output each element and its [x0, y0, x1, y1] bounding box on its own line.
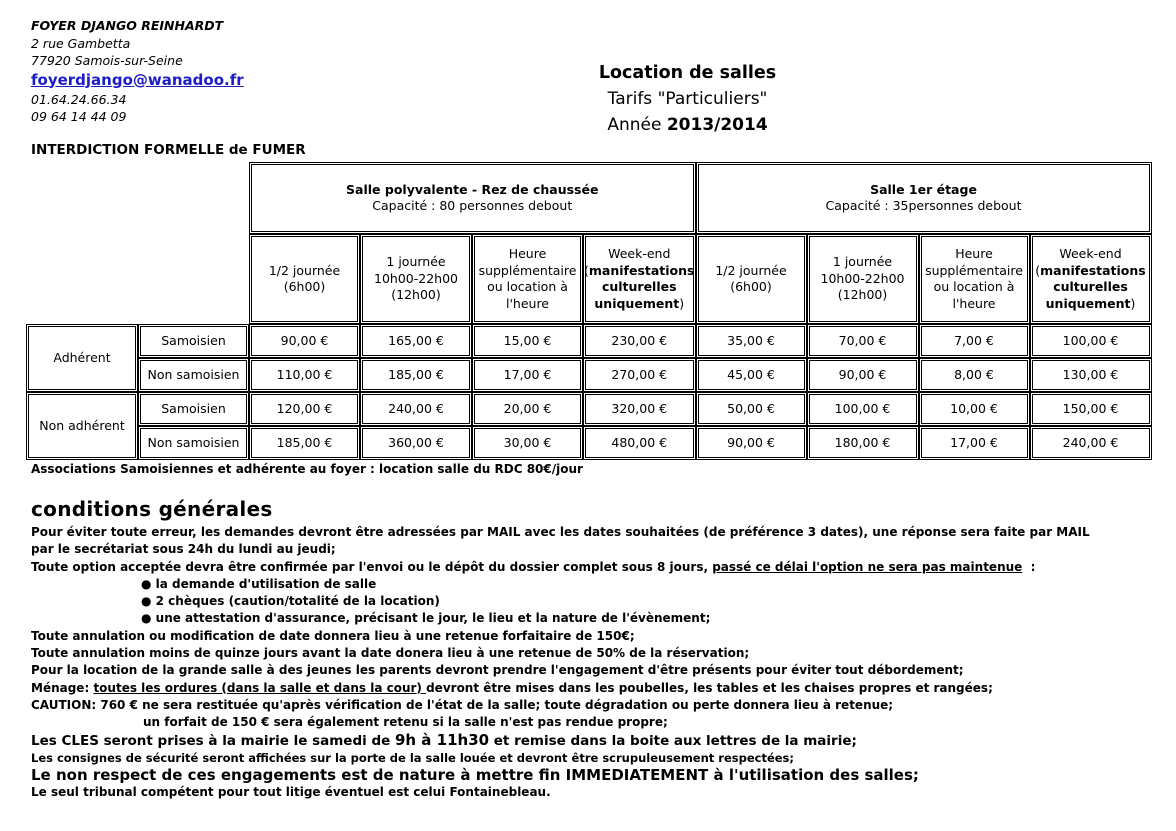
document-year-line — [560, 112, 815, 138]
residency-label: Non samoisien — [138, 358, 249, 392]
col-full-day: 1 journée 10h00-22h00 (12h00) — [360, 234, 472, 324]
organization-block — [31, 17, 244, 126]
condition-line: Pour la location de la grande salle à des jeunes les parents devront prendre l'engagement d'être présents pour éviter tout débordement; — [31, 663, 964, 678]
price-cell: 17,00 € — [919, 426, 1030, 460]
condition-bullet: ● 2 chèques (caution/totalité de la location) — [141, 594, 440, 609]
residency-label: Samoisien — [138, 392, 249, 426]
price-cell: 30,00 € — [472, 426, 583, 460]
col-extra-hour: Heure supplémentaire ou location à l'heure — [472, 234, 583, 324]
document-title: Location de salles — [598, 63, 777, 83]
condition-line: Ménage: toutes les ordures (dans la salle et dans la cour) devront être mises dans les poubelles, les tables et les chaises propres et rangées; — [31, 680, 993, 695]
year-value: 2013/2014 — [666, 115, 768, 135]
price-cell: 230,00 € — [583, 324, 696, 358]
price-cell: 110,00 € — [249, 358, 360, 392]
empty-corner — [26, 162, 249, 234]
email-link[interactable]: foyerdjango@wanadoo.fr — [31, 70, 244, 89]
price-cell: 120,00 € — [249, 392, 360, 426]
condition-line: Pour éviter toute erreur, les demandes devront être adressées par MAIL avec les dates souhaitées (de préférence 3 dates), une réponse sera faite par MAIL — [31, 525, 1090, 539]
price-cell: 17,00 € — [472, 358, 583, 392]
price-cell: 90,00 € — [696, 426, 807, 460]
member-group-label: Adhérent — [26, 324, 138, 392]
price-cell: 100,00 € — [807, 392, 919, 426]
document-subtitle: Tarifs "Particuliers" — [607, 89, 768, 109]
price-cell: 45,00 € — [696, 358, 807, 392]
hall-capacity-ground: Capacité : 80 personnes debout — [372, 198, 573, 213]
condition-line: Toute annulation moins de quinze jours avant la date donera lieu à une retenue de 50% de la réservation; — [31, 646, 750, 661]
price-cell: 90,00 € — [807, 358, 919, 392]
price-cell: 185,00 € — [249, 426, 360, 460]
condition-line: Le non respect de ces engagements est de nature à mettre fin IMMEDIATEMENT à l'utilisation des salles; — [31, 766, 919, 785]
price-cell: 8,00 € — [919, 358, 1030, 392]
price-cell: 180,00 € — [807, 426, 919, 460]
document-titles — [560, 60, 815, 138]
residency-label: Samoisien — [138, 324, 249, 358]
price-cell: 130,00 € — [1030, 358, 1152, 392]
price-cell: 270,00 € — [583, 358, 696, 392]
tariff-table — [26, 162, 1152, 460]
price-cell: 15,00 € — [472, 324, 583, 358]
condition-bullet: ● la demande d'utilisation de salle — [141, 576, 377, 591]
price-cell: 35,00 € — [696, 324, 807, 358]
condition-line: Les CLES seront prises à la mairie le samedi de 9h à 11h30 et remise dans la boite aux lettres de la mairie; — [31, 730, 857, 749]
price-cell: 50,00 € — [696, 392, 807, 426]
price-row — [26, 324, 1152, 358]
condition-line: Les consignes de sécurité seront affichées sur la porte de la salle louée et devront être scrupuleusement respectées; — [31, 750, 795, 765]
price-cell: 360,00 € — [360, 426, 472, 460]
col-half-day: 1/2 journée (6h00) — [249, 234, 360, 324]
price-row — [26, 358, 1152, 392]
hall-capacity-first-floor: Capacité : 35personnes debout — [825, 198, 1022, 213]
phone-2: 09 64 14 44 09 — [31, 109, 127, 124]
condition-line: Toute option acceptée devra être confirmée par l'envoi ou le dépôt du dossier complet sous 8 jours, passé ce délai l'option ne sera pas maintenue : — [31, 559, 1036, 574]
associations-note: Associations Samoisiennes et adhérente au foyer : location salle du RDC 80€/jour — [31, 462, 583, 476]
hall-name-first-floor: Salle 1er étage — [870, 181, 977, 197]
price-row — [26, 426, 1152, 460]
no-smoking-notice: INTERDICTION FORMELLE de FUMER — [31, 142, 306, 158]
col-extra-hour: Heure supplémentaire ou location à l'heure — [919, 234, 1030, 324]
price-row — [26, 392, 1152, 426]
price-cell: 185,00 € — [360, 358, 472, 392]
price-cell: 320,00 € — [583, 392, 696, 426]
conditions-title: conditions générales — [31, 497, 273, 521]
col-weekend: Week-end (manifestations culturelles uniquement) — [583, 234, 696, 324]
price-cell: 480,00 € — [583, 426, 696, 460]
column-header-row — [26, 234, 1152, 324]
condition-line: un forfait de 150 € sera également retenu si la salle n'est pas rendue propre; — [143, 715, 668, 730]
price-cell: 240,00 € — [360, 392, 472, 426]
price-cell: 10,00 € — [919, 392, 1030, 426]
address-city: 77920 Samois-sur-Seine — [31, 53, 183, 68]
organization-name: FOYER DJANGO REINHARDT — [31, 18, 224, 33]
col-half-day: 1/2 journée (6h00) — [696, 234, 807, 324]
price-cell: 20,00 € — [472, 392, 583, 426]
col-full-day: 1 journée 10h00-22h00 (12h00) — [807, 234, 919, 324]
residency-label: Non samoisien — [138, 426, 249, 460]
condition-line: Toute annulation ou modification de date donnera lieu à une retenue forfaitaire de 150€; — [31, 628, 635, 643]
hall-header-first-floor — [696, 162, 1152, 234]
condition-line: CAUTION: 760 € ne sera restituée qu'après vérification de l'état de la salle; toute dégradation ou perte donnera lieu à retenue; — [31, 697, 894, 712]
condition-line: Le seul tribunal compétent pour tout litige éventuel est celui Fontainebleau. — [31, 785, 551, 800]
phone-1: 01.64.24.66.34 — [31, 91, 127, 107]
hall-header-ground — [249, 162, 696, 234]
price-cell: 240,00 € — [1030, 426, 1152, 460]
hall-name-ground: Salle polyvalente - Rez de chaussée — [346, 181, 599, 197]
price-cell: 70,00 € — [807, 324, 919, 358]
price-cell: 150,00 € — [1030, 392, 1152, 426]
col-weekend: Week-end (manifestations culturelles uniquement) — [1030, 234, 1152, 324]
price-cell: 7,00 € — [919, 324, 1030, 358]
member-group-label: Non adhérent — [26, 392, 138, 460]
address-street: 2 rue Gambetta — [31, 35, 131, 51]
year-prefix: Année — [607, 115, 667, 135]
price-cell: 100,00 € — [1030, 324, 1152, 358]
price-cell: 165,00 € — [360, 324, 472, 358]
condition-line: par le secrétariat sous 24h du lundi au jeudi; — [31, 542, 336, 557]
price-cell: 90,00 € — [249, 324, 360, 358]
conditions-text — [31, 524, 1090, 802]
condition-bullet: ● une attestation d'assurance, précisant le jour, le lieu et la nature de l'évènement; — [141, 611, 711, 626]
